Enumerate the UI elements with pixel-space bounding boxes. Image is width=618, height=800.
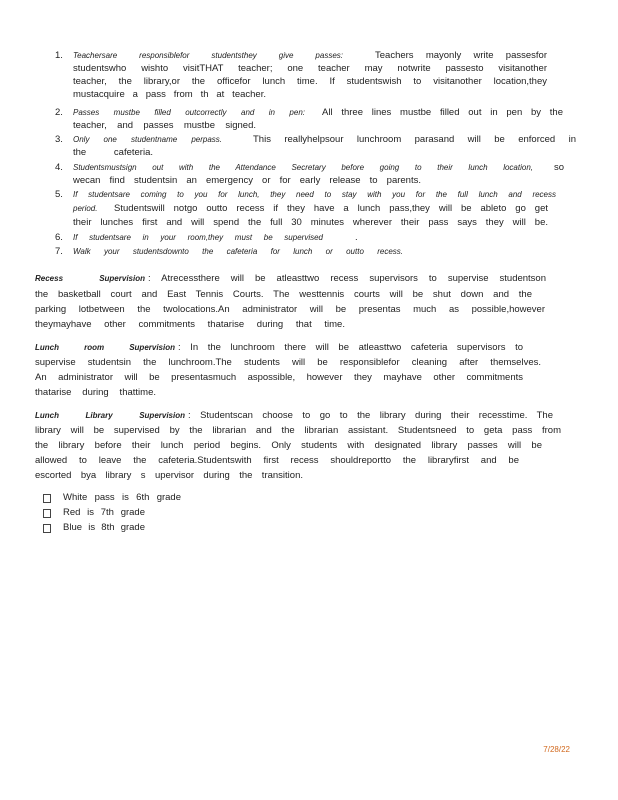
list-number: 1.	[55, 50, 63, 61]
section-line: An administrator will be presentasmuch aspossible, however they mayhave other commitments	[35, 372, 523, 383]
section-line: : In the lunchroom there will be atleasttwo cafeteria supervisors to	[178, 342, 523, 353]
list-item-lead: Only one studentname perpass.	[73, 135, 222, 144]
section-line: escorted bya library s upervisor during the transition.	[35, 470, 303, 481]
list-item-line: Teachers mayonly write passesfor	[375, 50, 547, 61]
section-line: the library before their lunch period begins. Only students with designated library passes will be	[35, 440, 542, 451]
list-number: 4.	[55, 162, 63, 173]
list-number: 2.	[55, 107, 63, 118]
list-item-lead: If studentsare coming to you for lunch, they need to stay with you for the full lunch and recess	[73, 190, 556, 199]
section-heading: Recess Supervision	[35, 274, 145, 283]
list-item-lead: Walk your studentsdownto the cafeteria for lunch or outto recess.	[73, 247, 403, 256]
section-line: allowed to leave the cafeteria.Studentswith first recess shouldreportto the libraryfirst and be	[35, 455, 519, 466]
bullet-item: White pass is 6th grade	[63, 492, 181, 503]
list-item-line: .	[355, 232, 358, 243]
list-item-lead: If studentsare in your room,they must be supervised	[73, 233, 323, 242]
list-item-line: All three lines mustbe filled out in pen by the	[322, 107, 563, 118]
list-item-line: wecan find studentsin an emergency or for early release to parents.	[73, 175, 421, 186]
section-heading: Lunch room Supervision	[35, 343, 175, 352]
section-line: supervise studentsin the lunchroom.The students will be responsiblefor cleaning after themselves.	[35, 357, 541, 368]
section-heading: Lunch Library Supervision	[35, 411, 185, 420]
section-line: theymayhave other commitments thatarise during that time.	[35, 319, 345, 330]
section-line: library will be supervised by the librarian and the librarian assistant. Studentsneed to geta pass from	[35, 425, 561, 436]
list-item-line: period.	[73, 204, 98, 213]
list-number: 6.	[55, 232, 63, 243]
list-number: 5.	[55, 189, 63, 200]
checkbox-icon	[43, 509, 51, 518]
list-item-line: the cafeteria.	[73, 147, 153, 158]
section-line: the basketball court and East Tennis Courts. The westtennis courts will be shut down and the	[35, 289, 532, 300]
list-item-line: their lunches first and will spend the full 30 minutes wherever their pass says they will be.	[73, 217, 548, 228]
list-item-lead: Teachersare responsiblefor studentsthey give passes:	[73, 51, 343, 60]
list-item-line: teacher, and passes mustbe signed.	[73, 120, 256, 131]
checkbox-icon	[43, 494, 51, 503]
list-item-line: teacher, the library,or the officefor lunch time. If studentswish to visitanother location,they	[73, 76, 547, 87]
list-number: 3.	[55, 134, 63, 145]
list-item-lead: Passes mustbe filled outcorrectly and in pen:	[73, 108, 305, 117]
list-item-line: studentswho wishto visitTHAT teacher; one teacher may notwrite passesto visitanother	[73, 63, 547, 74]
list-item-lead: Studentsmustsign out with the Attendance Secretary before going to their lunch location,	[73, 163, 533, 172]
section-line: parking lotbetween the twolocations.An administrator will be presentas much as possible,however	[35, 304, 545, 315]
list-item-line: so	[554, 162, 565, 173]
section-line: : Atrecessthere will be atleasttwo recess supervisors to supervise studentson	[148, 273, 546, 284]
list-item-line: mustacquire a pass from th at teacher.	[73, 89, 266, 100]
list-item-line: This reallyhelpsour lunchroom parasand will be enforced in	[253, 134, 576, 145]
checkbox-icon	[43, 524, 51, 533]
bullet-item: Red is 7th grade	[63, 507, 145, 518]
list-item-line: Studentswill notgo outto recess if they have a lunch pass,they will be ableto go get	[114, 203, 548, 214]
section-line: : Studentscan choose to go to the library during their recesstime. The	[188, 410, 553, 421]
section-line: thatarise during thattime.	[35, 387, 156, 398]
bullet-item: Blue is 8th grade	[63, 522, 145, 533]
footer-date: 7/28/22	[543, 745, 570, 754]
list-number: 7.	[55, 246, 63, 257]
